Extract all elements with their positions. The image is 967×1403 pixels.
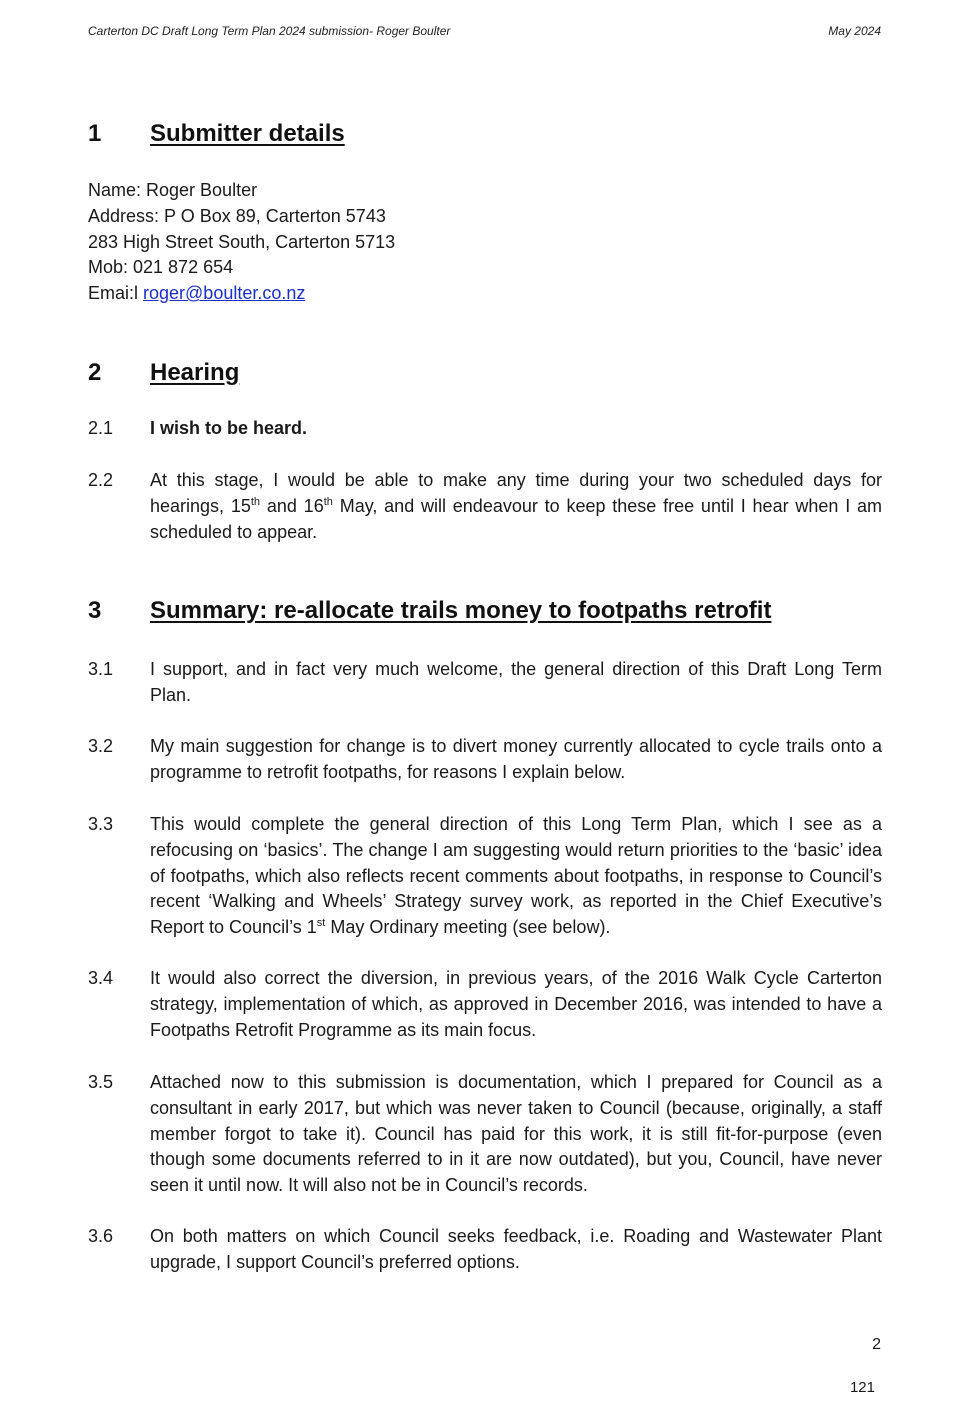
section-title: Hearing (150, 359, 240, 386)
submitter-postal-address: Address: P O Box 89, Carterton 5743 (88, 205, 386, 226)
paragraph-3-3 (88, 812, 882, 941)
email-label: Emai:l (88, 283, 144, 304)
paragraph-text: My main suggestion for change is to divert money currently allocated to cycle trails onto a programme to retrofit footpaths, for reasons I explain below. (150, 736, 882, 782)
paragraph-text: On both matters on which Council seeks feedback, i.e. Roading and Wastewater Plant upgrade, I support Council’s preferred options. (150, 1226, 882, 1272)
section-number: 1 (88, 120, 102, 147)
section-title: Summary: re-allocate trails money to footpaths retrofit (150, 597, 772, 624)
paragraph-3-5 (88, 1070, 882, 1199)
paragraph-text: This would complete the general direction of this Long Term Plan, which I see as a refocusing on ‘basics’. The change I am suggesting would return priorities to the ‘basic’ idea of footpaths, which also reflects recent comments about footpaths, in response to Council’s recent ‘Walking and Wheels’ Strategy survey work, as reported in the Chief Executive’s Report to Council’s 1st May Ordinary meeting (see below). (150, 814, 882, 938)
ordinal-suffix: th (250, 495, 261, 508)
submitter-street-address: 283 High Street South, Carterton 5713 (88, 231, 396, 252)
paragraph-number: 2.1 (88, 418, 114, 438)
email-link[interactable]: roger@boulter.co.nz (143, 283, 306, 304)
running-header-date: May 2024 (828, 24, 881, 38)
paragraph-text: I support, and in fact very much welcome, the general direction of this Draft Long Term Plan. (150, 659, 882, 705)
paragraph-text: It would also correct the diversion, in previous years, of the 2016 Walk Cycle Carterton strategy, implementation of which, as approved in December 2016, was intended to have a Footpaths Retrofit Programme as its main focus. (150, 968, 882, 1040)
paragraph-number: 3.1 (88, 659, 114, 679)
section-number: 3 (88, 597, 102, 624)
paragraph-3-2 (88, 734, 882, 786)
paragraph-2-2 (88, 468, 882, 545)
submitter-mobile: Mob: 021 872 654 (88, 257, 234, 278)
paragraph-text: At this stage, I would be able to make any time during your two scheduled days for hearings, 15th and 16th May, and will endeavour to keep these free until I hear when I am scheduled to appear. (150, 470, 882, 542)
section-heading-submitter-details (88, 120, 345, 148)
document-page-number: 121 (849, 1379, 875, 1396)
paragraph-number: 3.6 (88, 1226, 114, 1246)
submitter-details (88, 178, 395, 307)
section-title: Submitter details (150, 120, 345, 147)
paragraph-number: 3.5 (88, 1072, 114, 1092)
paragraph-text: I wish to be heard. (150, 418, 308, 438)
submitter-name: Name: Roger Boulter (88, 180, 258, 200)
paragraph-3-6 (88, 1224, 882, 1276)
ordinal-suffix: th (323, 495, 333, 508)
running-header-title: Carterton DC Draft Long Term Plan 2024 submission- Roger Boulter (88, 24, 451, 38)
paragraph-number: 3.2 (88, 736, 114, 756)
section-number: 2 (88, 359, 102, 386)
paragraph-2-1 (88, 416, 882, 442)
paragraph-number: 3.4 (88, 968, 114, 988)
paragraph-number: 2.2 (88, 470, 114, 490)
paragraph-3-4 (88, 966, 882, 1043)
page-number: 2 (872, 1336, 881, 1353)
ordinal-suffix: st (316, 917, 326, 930)
paragraph-3-1 (88, 657, 882, 709)
section-heading-hearing (88, 359, 239, 387)
submitter-email-line (88, 281, 395, 307)
section-heading-summary (88, 597, 771, 625)
paragraph-number: 3.3 (88, 814, 114, 834)
paragraph-text: Attached now to this submission is documentation, which I prepared for Council as a consultant in early 2017, but which was never taken to Council (because, originally, a staff member forgot to take it). Council has paid for this work, it is still fit-for-purpose (even though some documents referred to in it are now outdated), but you, Council, have never seen it until now. It will also not be in Council’s records. (150, 1072, 882, 1196)
